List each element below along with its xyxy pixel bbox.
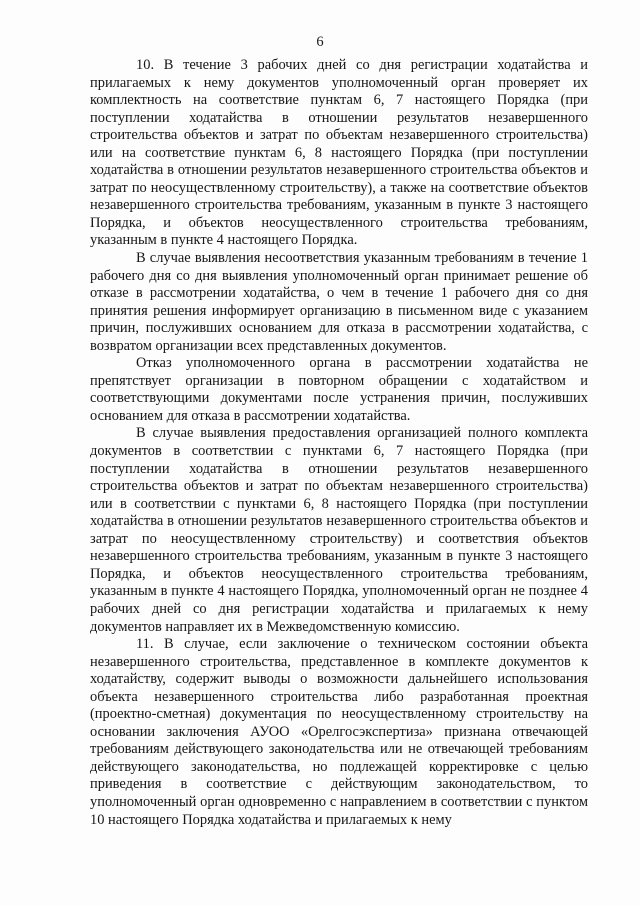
paragraph-item-10: 10. В течение 3 рабочих дней со дня регистрации ходатайства и прилагаемых к нему документов уполномоченный орган проверяет их комплектность на соответствие пунктам 6, 7 настоящего Порядка (при поступлении ходатайства в отношении результатов незавершенного строительства объектов и затрат по объектам незавершенного строительства) или на соответствие пунктам 6, 8 настоящего Порядка (при поступлении ходатайства в отношении результатов незавершенного строительства объектов и затрат по неосуществленному строительству), а также на соответствие объектов незавершенного строительства требованиям, указанным в пункте 3 настоящего Порядка, и объектов неосуществленного строительства требованиям, указанным в пункте 4 настоящего Порядка.	[90, 57, 588, 249]
paragraph-complete-set: В случае выявления предоставления организацией полного комплекта документов в соответствии с пунктами 6, 7 настоящего Порядка (при поступлении ходатайства в отношении результатов незавершенного строительства объектов и затрат по объектам незавершенного строительства) или в соответствии с пунктами 6, 8 настоящего Порядка (при поступлении ходатайства в отношении результатов незавершенного строительства объектов и затрат по неосуществленному строительству) и соответствия объектов незавершенного строительства требованиям, указанным в пункте 3 настоящего Порядка, и объектов неосуществленного строительства требованиям, указанным в пункте 4 настоящего Порядка, уполномоченный орган не позднее 4 рабочих дней со дня регистрации ходатайства и прилагаемых к нему документов направляет их в Межведомственную комиссию.	[90, 425, 588, 635]
paragraph-item-11: 11. В случае, если заключение о техническом состоянии объекта незавершенного строительства, представленное в комплекте документов к ходатайству, содержит выводы о возможности дальнейшего использования объекта незавершенного строительства либо разработанная проектная (проектно-сметная) документация по неосуществленному строительству на основании заключения АУОО «Орелгосэкспертиза» признана отвечающей требованиям действующего законодательства или не отвечающей требованиям действующего законодательства, но подлежащей корректировке с целью приведения в соответствие с действующим законодательством, то уполномоченный орган одновременно с направлением в соответствии с пунктом 10 настоящего Порядка ходатайства и прилагаемых к нему	[90, 636, 588, 828]
paragraph-mismatch-refusal: В случае выявления несоответствия указанным требованиям в течение 1 рабочего дня со дня выявления уполномоченный орган принимает решение об отказе в рассмотрении ходатайства, о чем в течение 1 рабочего дня со дня принятия решения информирует организацию в письменном виде с указанием причин, послуживших основанием для отказа в рассмотрении ходатайства, с возвратом организации всех представленных документов.	[90, 250, 588, 354]
document-body	[90, 57, 588, 829]
paragraph-refusal-not-barrier: Отказ уполномоченного органа в рассмотрении ходатайства не препятствует организации в повторном обращении с ходатайством и соответствующими документами после устранения причин, послуживших основанием для отказа в рассмотрении ходатайства.	[90, 355, 588, 424]
page-number: 6	[316, 34, 324, 50]
